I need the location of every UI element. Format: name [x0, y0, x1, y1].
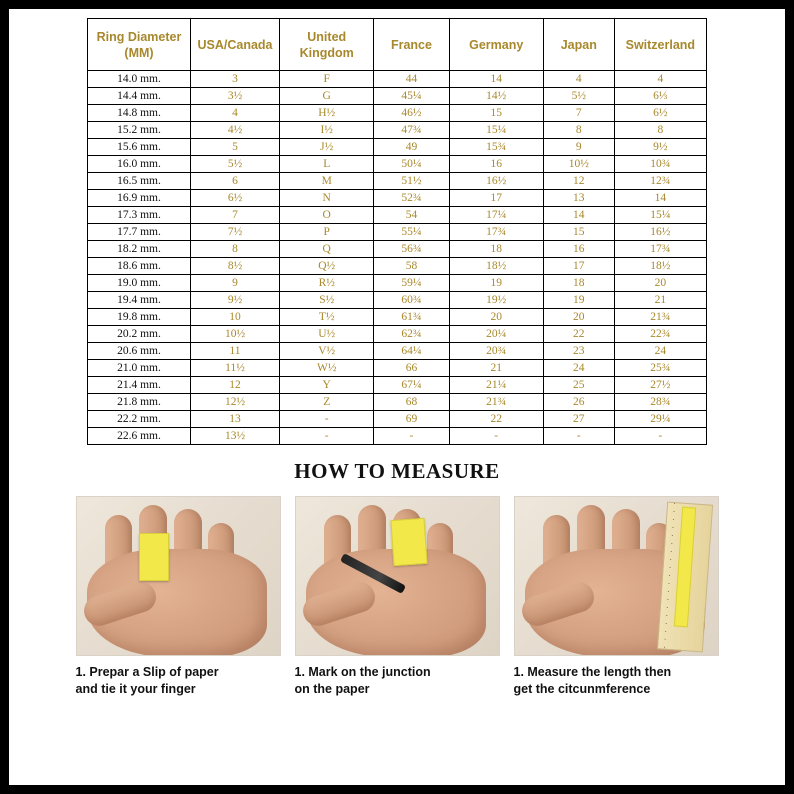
- table-cell: 21¾: [614, 309, 706, 326]
- table-cell: -: [280, 428, 374, 445]
- table-row: [88, 241, 707, 258]
- table-cell: -: [543, 428, 614, 445]
- table-row: [88, 377, 707, 394]
- table-cell: 17¾: [449, 224, 543, 241]
- column-header-france: France: [374, 19, 449, 71]
- how-to-measure-steps: [9, 496, 785, 698]
- table-cell: 22: [543, 326, 614, 343]
- table-cell: 19: [543, 292, 614, 309]
- table-cell: 10¾: [614, 156, 706, 173]
- table-cell: F: [280, 71, 374, 88]
- table-cell: 14: [449, 71, 543, 88]
- paper-strip-icon: [390, 518, 427, 566]
- table-cell: 6⅓: [614, 88, 706, 105]
- table-cell: -: [280, 411, 374, 428]
- table-cell: 21¾: [449, 394, 543, 411]
- step-2-caption-line2: on the paper: [294, 682, 370, 696]
- table-cell: 10½: [190, 326, 279, 343]
- table-row: [88, 394, 707, 411]
- table-cell: M: [280, 173, 374, 190]
- table-cell: Q½: [280, 258, 374, 275]
- table-row: [88, 88, 707, 105]
- table-row: [88, 207, 707, 224]
- hand-with-paper-strip-photo: [76, 496, 281, 656]
- table-row: [88, 190, 707, 207]
- table-cell: 67¼: [374, 377, 449, 394]
- table-cell: 9: [190, 275, 279, 292]
- table-cell: -: [374, 428, 449, 445]
- table-row: [88, 224, 707, 241]
- table-cell: 14: [543, 207, 614, 224]
- table-cell: 25: [543, 377, 614, 394]
- table-cell: 15¼: [614, 207, 706, 224]
- table-cell: 4½: [190, 122, 279, 139]
- table-cell: 13: [190, 411, 279, 428]
- table-cell: 15¼: [449, 122, 543, 139]
- table-cell: S½: [280, 292, 374, 309]
- table-cell: 45¼: [374, 88, 449, 105]
- table-cell: 19.8 mm.: [88, 309, 191, 326]
- table-cell: 12½: [190, 394, 279, 411]
- table-cell: 54: [374, 207, 449, 224]
- table-row: [88, 309, 707, 326]
- table-cell: W½: [280, 360, 374, 377]
- table-cell: 15: [449, 105, 543, 122]
- table-header-row: [88, 19, 707, 71]
- table-cell: 19: [449, 275, 543, 292]
- table-cell: 18.6 mm.: [88, 258, 191, 275]
- table-cell: 18½: [449, 258, 543, 275]
- table-cell: -: [449, 428, 543, 445]
- table-cell: 17¼: [449, 207, 543, 224]
- table-cell: 4: [614, 71, 706, 88]
- table-row: [88, 360, 707, 377]
- column-header-ring-diameter: Ring Diameter (MM): [88, 19, 191, 71]
- table-cell: 22¾: [614, 326, 706, 343]
- table-cell: 6½: [190, 190, 279, 207]
- table-cell: 27½: [614, 377, 706, 394]
- hand-marking-paper-with-pen-photo: [295, 496, 500, 656]
- table-cell: 66: [374, 360, 449, 377]
- table-cell: 20.6 mm.: [88, 343, 191, 360]
- table-cell: 17: [543, 258, 614, 275]
- table-cell: 20: [449, 309, 543, 326]
- table-cell: U½: [280, 326, 374, 343]
- table-cell: 5½: [190, 156, 279, 173]
- table-cell: 6½: [614, 105, 706, 122]
- table-cell: 14.0 mm.: [88, 71, 191, 88]
- table-cell: 13½: [190, 428, 279, 445]
- step-1: [76, 496, 281, 698]
- table-cell: J½: [280, 139, 374, 156]
- table-cell: 17: [449, 190, 543, 207]
- table-cell: 62¾: [374, 326, 449, 343]
- table-cell: 61¾: [374, 309, 449, 326]
- table-row: [88, 292, 707, 309]
- table-cell: 13: [543, 190, 614, 207]
- table-cell: 15: [543, 224, 614, 241]
- table-row: [88, 173, 707, 190]
- step-3-caption-line1: 1. Measure the length then: [513, 665, 672, 679]
- table-row: [88, 122, 707, 139]
- table-cell: 18: [449, 241, 543, 258]
- step-3-caption: [514, 664, 719, 698]
- column-header-united-kingdom: United Kingdom: [280, 19, 374, 71]
- table-cell: 10½: [543, 156, 614, 173]
- table-cell: 4: [190, 105, 279, 122]
- table-row: [88, 105, 707, 122]
- table-cell: 16.0 mm.: [88, 156, 191, 173]
- table-cell: R½: [280, 275, 374, 292]
- table-cell: 9½: [190, 292, 279, 309]
- step-1-caption-line2: and tie it your finger: [75, 682, 196, 696]
- table-cell: 8: [190, 241, 279, 258]
- table-cell: H½: [280, 105, 374, 122]
- step-2: [295, 496, 500, 698]
- table-cell: 20: [614, 275, 706, 292]
- table-cell: 11: [190, 343, 279, 360]
- table-cell: 25¾: [614, 360, 706, 377]
- table-cell: 16: [449, 156, 543, 173]
- table-cell: 8: [543, 122, 614, 139]
- table-cell: 8: [614, 122, 706, 139]
- how-to-measure-title: HOW TO MEASURE: [294, 459, 500, 483]
- table-cell: 21¼: [449, 377, 543, 394]
- ring-size-table-container: [87, 18, 707, 445]
- table-cell: 19.0 mm.: [88, 275, 191, 292]
- table-cell: 58: [374, 258, 449, 275]
- table-cell: 27: [543, 411, 614, 428]
- table-cell: 68: [374, 394, 449, 411]
- table-cell: Q: [280, 241, 374, 258]
- table-cell: 24: [543, 360, 614, 377]
- table-cell: 7: [190, 207, 279, 224]
- table-cell: 69: [374, 411, 449, 428]
- table-cell: 17¾: [614, 241, 706, 258]
- table-cell: 12: [543, 173, 614, 190]
- table-cell: 17.3 mm.: [88, 207, 191, 224]
- table-cell: L: [280, 156, 374, 173]
- table-cell: -: [614, 428, 706, 445]
- hand-with-ruler-photo: [514, 496, 719, 656]
- table-cell: 15.2 mm.: [88, 122, 191, 139]
- table-cell: 56¾: [374, 241, 449, 258]
- table-cell: 18½: [614, 258, 706, 275]
- table-cell: I½: [280, 122, 374, 139]
- table-cell: 14: [614, 190, 706, 207]
- table-cell: G: [280, 88, 374, 105]
- table-cell: 64¼: [374, 343, 449, 360]
- table-cell: 22: [449, 411, 543, 428]
- table-cell: 14.8 mm.: [88, 105, 191, 122]
- table-cell: 3½: [190, 88, 279, 105]
- step-3: [514, 496, 719, 698]
- table-cell: 16.5 mm.: [88, 173, 191, 190]
- table-cell: V½: [280, 343, 374, 360]
- table-cell: 9½: [614, 139, 706, 156]
- table-body: [88, 71, 707, 445]
- table-cell: 47¾: [374, 122, 449, 139]
- table-cell: 19½: [449, 292, 543, 309]
- table-cell: 24: [614, 343, 706, 360]
- table-cell: 46½: [374, 105, 449, 122]
- table-cell: 16½: [449, 173, 543, 190]
- table-cell: 21.8 mm.: [88, 394, 191, 411]
- table-cell: 22.2 mm.: [88, 411, 191, 428]
- step-2-caption-line1: 1. Mark on the junction: [294, 665, 431, 679]
- table-row: [88, 343, 707, 360]
- table-cell: 26: [543, 394, 614, 411]
- table-cell: 60¾: [374, 292, 449, 309]
- table-cell: 59¼: [374, 275, 449, 292]
- ring-size-table: [87, 18, 707, 445]
- table-cell: 11½: [190, 360, 279, 377]
- table-cell: 18.2 mm.: [88, 241, 191, 258]
- table-cell: 19.4 mm.: [88, 292, 191, 309]
- table-cell: 3: [190, 71, 279, 88]
- table-cell: 50¼: [374, 156, 449, 173]
- table-cell: 44: [374, 71, 449, 88]
- table-cell: 29¼: [614, 411, 706, 428]
- table-cell: 10: [190, 309, 279, 326]
- table-row: [88, 156, 707, 173]
- table-cell: T½: [280, 309, 374, 326]
- table-cell: 8½: [190, 258, 279, 275]
- table-cell: 17.7 mm.: [88, 224, 191, 241]
- table-cell: 21.0 mm.: [88, 360, 191, 377]
- column-header-usa-canada: USA/Canada: [190, 19, 279, 71]
- table-cell: Z: [280, 394, 374, 411]
- step-1-caption: [76, 664, 281, 698]
- table-cell: 7½: [190, 224, 279, 241]
- table-row: [88, 258, 707, 275]
- table-cell: 21.4 mm.: [88, 377, 191, 394]
- table-cell: 23: [543, 343, 614, 360]
- table-cell: 52¾: [374, 190, 449, 207]
- table-cell: 12¾: [614, 173, 706, 190]
- table-cell: 20: [543, 309, 614, 326]
- table-cell: 14.4 mm.: [88, 88, 191, 105]
- step-3-caption-line2: get the citcunmference: [513, 682, 651, 696]
- table-cell: 20.2 mm.: [88, 326, 191, 343]
- table-cell: 6: [190, 173, 279, 190]
- table-cell: 21: [614, 292, 706, 309]
- step-2-caption: [295, 664, 500, 698]
- table-header: [88, 19, 707, 71]
- table-cell: N: [280, 190, 374, 207]
- table-cell: 5½: [543, 88, 614, 105]
- table-row: [88, 139, 707, 156]
- table-cell: 14½: [449, 88, 543, 105]
- step-1-caption-line1: 1. Prepar a Slip of paper: [75, 665, 219, 679]
- table-cell: 21: [449, 360, 543, 377]
- table-cell: 20¾: [449, 343, 543, 360]
- table-cell: 15.6 mm.: [88, 139, 191, 156]
- column-header-switzerland: Switzerland: [614, 19, 706, 71]
- table-cell: 49: [374, 139, 449, 156]
- table-row: [88, 411, 707, 428]
- table-cell: Y: [280, 377, 374, 394]
- table-cell: O: [280, 207, 374, 224]
- paper-strip-icon: [139, 533, 169, 581]
- table-row: [88, 275, 707, 292]
- table-cell: 22.6 mm.: [88, 428, 191, 445]
- table-cell: 7: [543, 105, 614, 122]
- table-cell: 16.9 mm.: [88, 190, 191, 207]
- table-cell: 55¼: [374, 224, 449, 241]
- table-cell: 18: [543, 275, 614, 292]
- table-cell: 5: [190, 139, 279, 156]
- column-header-japan: Japan: [543, 19, 614, 71]
- table-cell: 20¼: [449, 326, 543, 343]
- table-row: [88, 326, 707, 343]
- table-row: [88, 428, 707, 445]
- table-cell: 9: [543, 139, 614, 156]
- column-header-germany: Germany: [449, 19, 543, 71]
- table-cell: 16: [543, 241, 614, 258]
- table-cell: 28¾: [614, 394, 706, 411]
- table-cell: 15¾: [449, 139, 543, 156]
- table-cell: 16½: [614, 224, 706, 241]
- table-cell: 12: [190, 377, 279, 394]
- table-row: [88, 71, 707, 88]
- table-cell: 51½: [374, 173, 449, 190]
- table-cell: P: [280, 224, 374, 241]
- table-cell: 4: [543, 71, 614, 88]
